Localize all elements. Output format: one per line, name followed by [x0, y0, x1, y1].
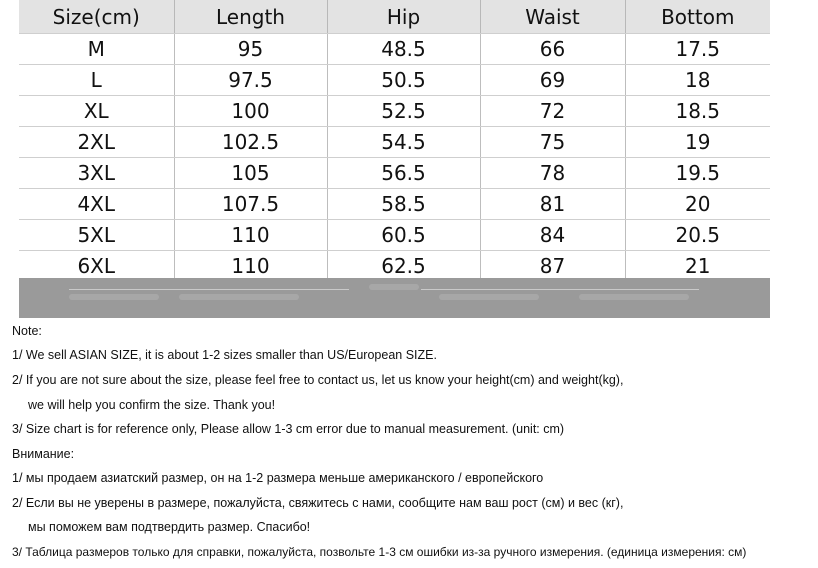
- cell-length: 107.5: [174, 189, 327, 220]
- header-hip: Hip: [327, 0, 480, 34]
- cell-waist: 78: [480, 158, 625, 189]
- cell-hip: 52.5: [327, 96, 480, 127]
- table-row: [19, 34, 770, 65]
- cell-waist: 87: [480, 251, 625, 282]
- cell-length: 100: [174, 96, 327, 127]
- cell-length: 95: [174, 34, 327, 65]
- cell-size: 4XL: [19, 189, 174, 220]
- cell-size: 2XL: [19, 127, 174, 158]
- table-row: [19, 127, 770, 158]
- table-row: [19, 220, 770, 251]
- cell-size: XL: [19, 96, 174, 127]
- cell-hip: 54.5: [327, 127, 480, 158]
- cell-bottom: 18: [625, 65, 770, 96]
- note-en-3: 3/ Size chart is for reference only, Please allow 1-3 cm error due to manual measurement. (unit: cm): [12, 422, 565, 436]
- table-row: [19, 65, 770, 96]
- cell-bottom: 20.5: [625, 220, 770, 251]
- table-row: [19, 158, 770, 189]
- note-en-2-cont: we will help you confirm the size. Thank you!: [28, 398, 276, 412]
- notes-title-ru: Внимание:: [12, 447, 75, 461]
- note-ru-3: 3/ Таблица размеров только для справки, пожалуйста, позвольте 1-3 см ошибки из-за ручного измерения. (единица измерения: см): [12, 545, 747, 559]
- notes-title-en: Note:: [12, 324, 42, 338]
- divider-line: [421, 289, 699, 290]
- cell-hip: 62.5: [327, 251, 480, 282]
- cell-size: L: [19, 65, 174, 96]
- header-waist: Waist: [480, 0, 625, 34]
- cell-length: 110: [174, 251, 327, 282]
- cell-length: 105: [174, 158, 327, 189]
- cell-waist: 84: [480, 220, 625, 251]
- blurred-text: [369, 284, 419, 290]
- cell-hip: 50.5: [327, 65, 480, 96]
- cell-bottom: 19: [625, 127, 770, 158]
- cell-hip: 60.5: [327, 220, 480, 251]
- cell-hip: 56.5: [327, 158, 480, 189]
- cell-waist: 81: [480, 189, 625, 220]
- cell-bottom: 17.5: [625, 34, 770, 65]
- cell-bottom: 20: [625, 189, 770, 220]
- size-chart-table: [19, 0, 770, 282]
- blurred-text: [439, 294, 539, 300]
- cell-size: 3XL: [19, 158, 174, 189]
- cell-hip: 58.5: [327, 189, 480, 220]
- cell-length: 97.5: [174, 65, 327, 96]
- cell-bottom: 19.5: [625, 158, 770, 189]
- table-row: [19, 189, 770, 220]
- cell-length: 110: [174, 220, 327, 251]
- cell-size: 6XL: [19, 251, 174, 282]
- cell-size: 5XL: [19, 220, 174, 251]
- cell-hip: 48.5: [327, 34, 480, 65]
- note-ru-2-cont: мы поможем вам подтвердить размер. Спасибо!: [28, 520, 311, 534]
- note-ru-2: 2/ Если вы не уверены в размере, пожалуйста, свяжитесь с нами, сообщите нам ваш рост (см) и вес (кг),: [12, 496, 624, 510]
- cell-length: 102.5: [174, 127, 327, 158]
- blurred-text: [69, 294, 159, 300]
- table-header-row: [19, 0, 770, 34]
- cell-waist: 66: [480, 34, 625, 65]
- note-en-1: 1/ We sell ASIAN SIZE, it is about 1-2 sizes smaller than US/European SIZE.: [12, 348, 437, 362]
- cell-waist: 72: [480, 96, 625, 127]
- note-ru-1: 1/ мы продаем азиатский размер, он на 1-2 размера меньше американского / европейского: [12, 471, 544, 485]
- cell-bottom: 21: [625, 251, 770, 282]
- header-bottom: Bottom: [625, 0, 770, 34]
- cell-size: M: [19, 34, 174, 65]
- header-length: Length: [174, 0, 327, 34]
- blurred-footer-band: [19, 278, 770, 318]
- cell-waist: 69: [480, 65, 625, 96]
- table-row: [19, 251, 770, 282]
- blurred-text: [179, 294, 299, 300]
- divider-line: [69, 289, 349, 290]
- header-size: Size(cm): [19, 0, 174, 34]
- cell-waist: 75: [480, 127, 625, 158]
- table-row: [19, 96, 770, 127]
- blurred-text: [579, 294, 689, 300]
- note-en-2: 2/ If you are not sure about the size, please feel free to contact us, let us know your height(cm) and weight(kg),: [12, 373, 624, 387]
- cell-bottom: 18.5: [625, 96, 770, 127]
